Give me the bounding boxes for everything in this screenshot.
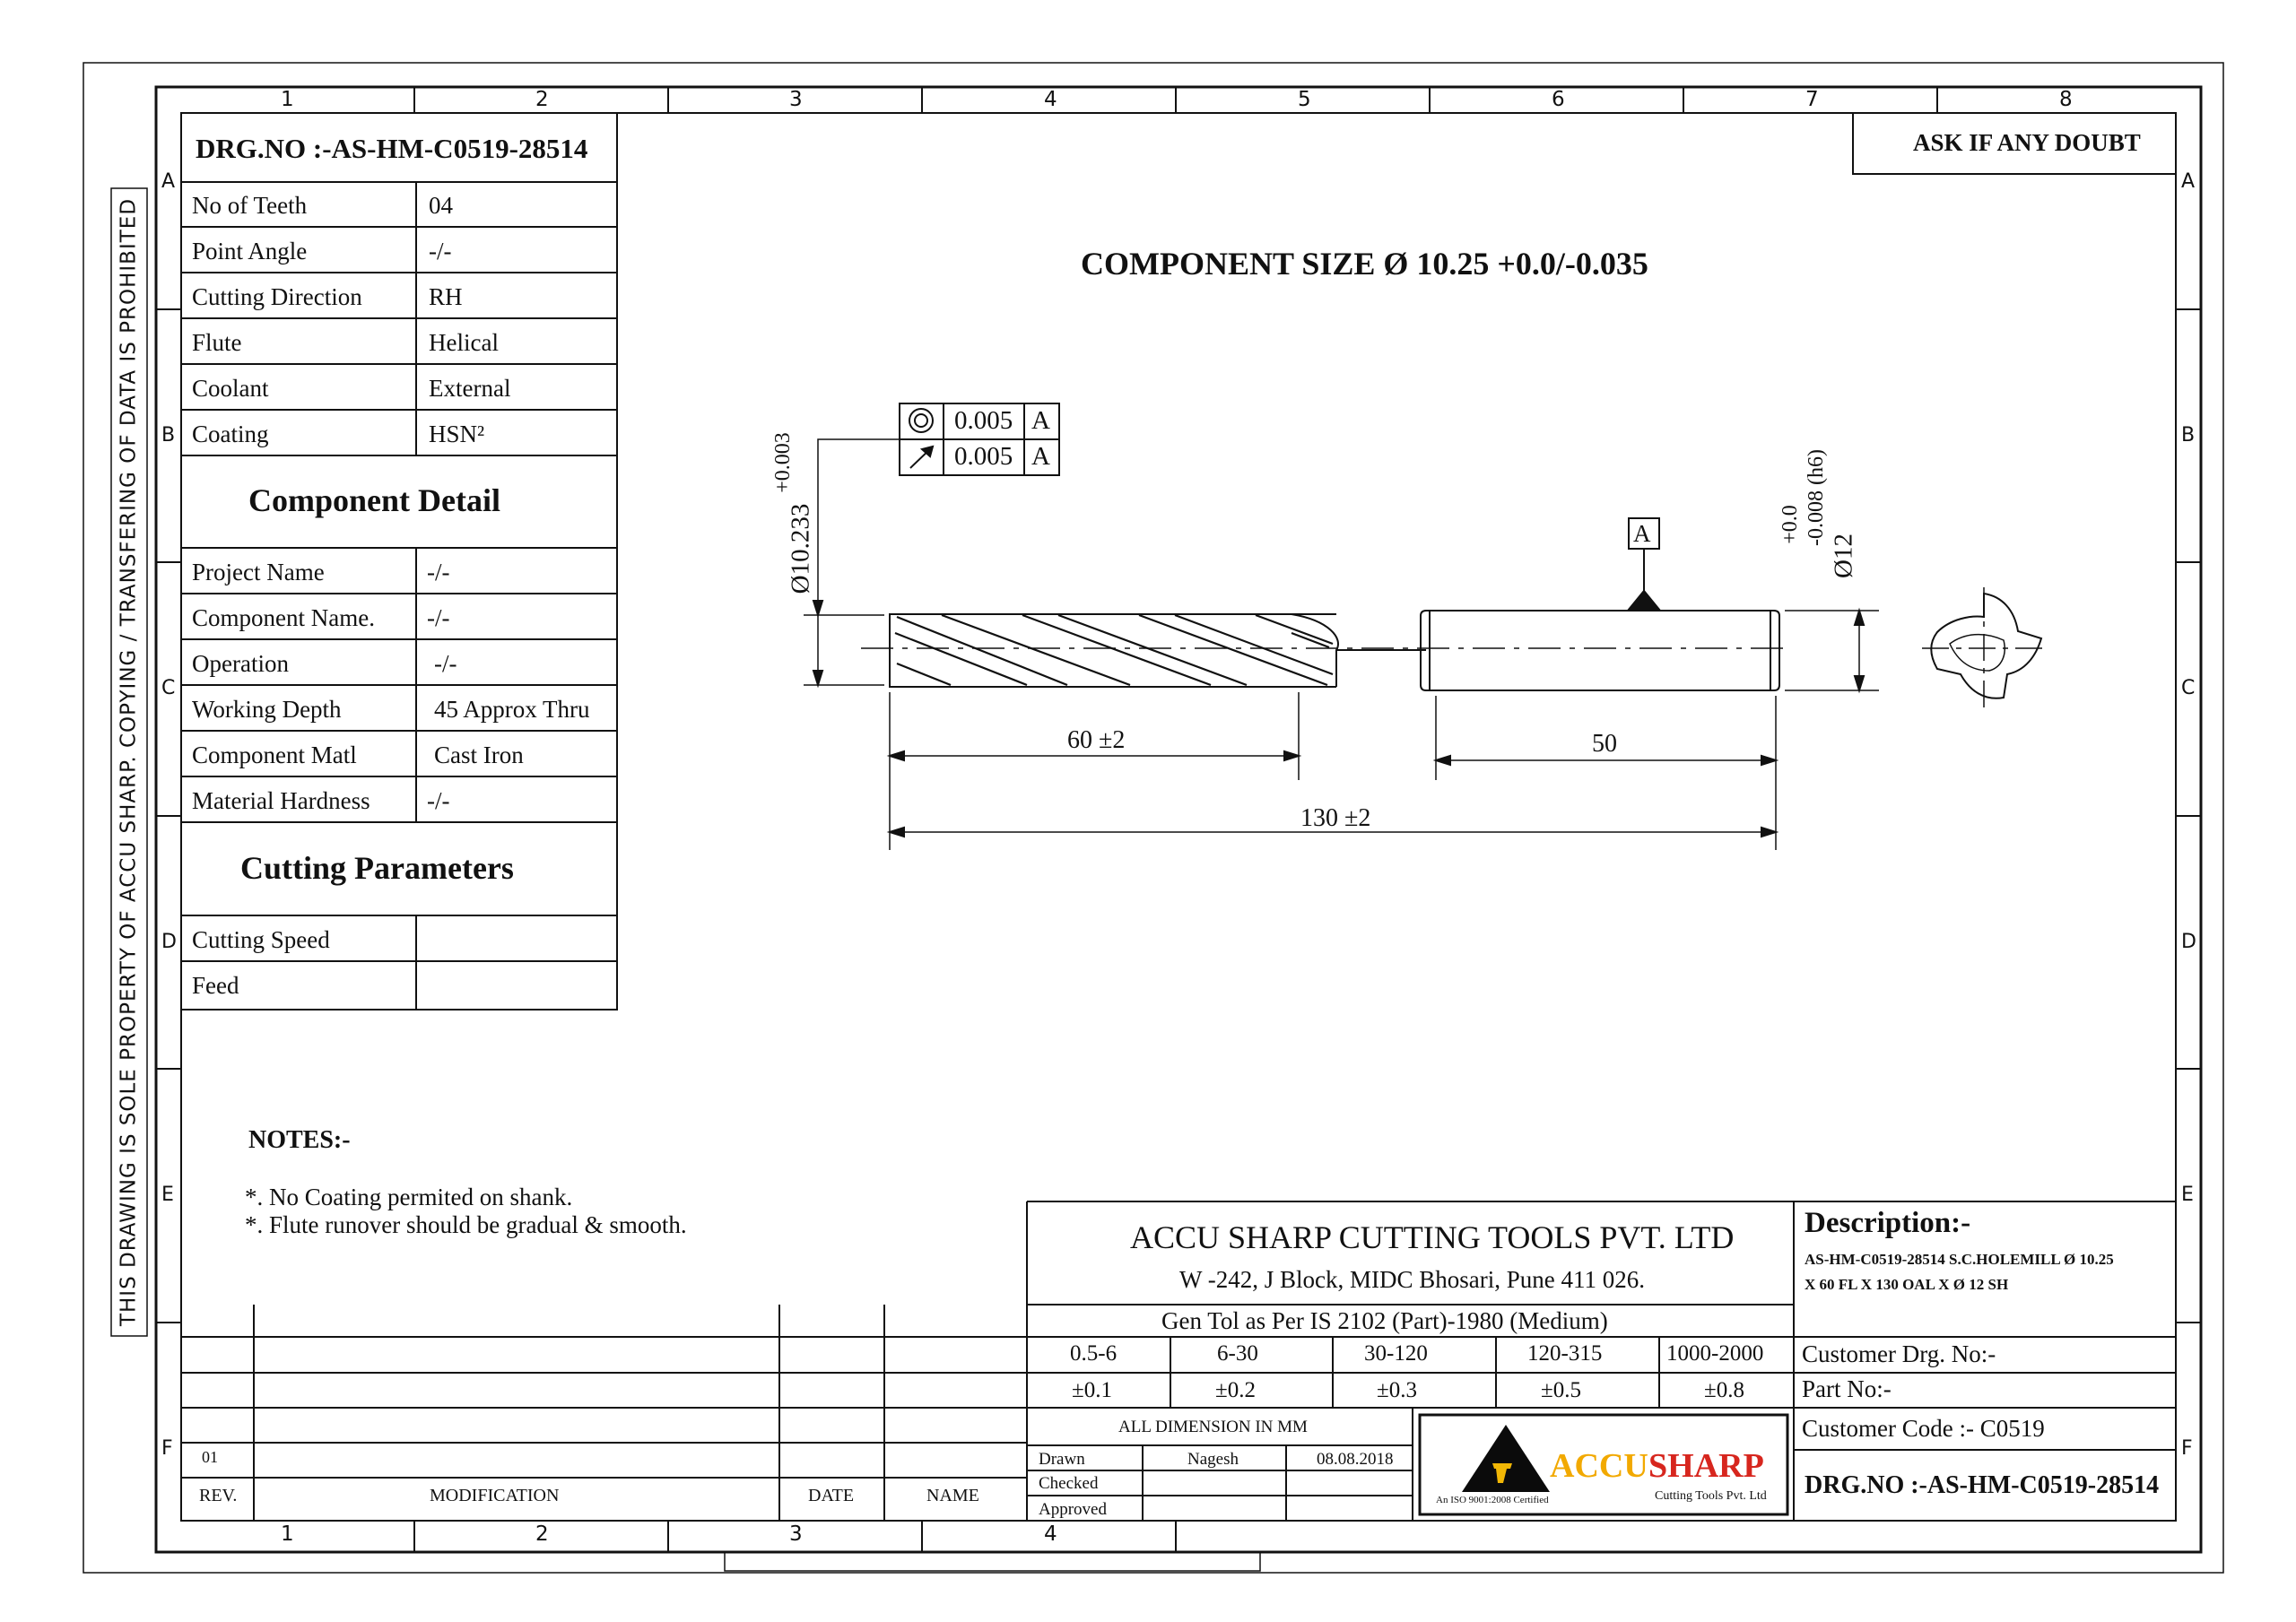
checked-label: Checked xyxy=(1039,1474,1099,1493)
row-letter-f-right: F xyxy=(2181,1437,2193,1460)
drawing-number-title: DRG.NO :-AS-HM-C0519-28514 xyxy=(196,133,588,164)
bottom-col-number-4: 4 xyxy=(1044,1522,1057,1546)
drawn-by: Nagesh xyxy=(1187,1450,1239,1469)
tol-value: ±0.3 xyxy=(1377,1378,1417,1402)
row-letter-d-right: D xyxy=(2181,931,2196,953)
tol-range: 0.5-6 xyxy=(1070,1341,1118,1366)
note-item: *. Flute runover should be gradual & smooth. xyxy=(245,1211,687,1238)
col-number-1: 1 xyxy=(281,88,294,111)
tol-range: 6-30 xyxy=(1217,1341,1258,1366)
tol-range: 120-315 xyxy=(1527,1341,1603,1366)
side-copyright-text: THIS DRAWING IS SOLE PROPERTY OF ACCU SHARP. COPYING / TRANSFERING OF DATA IS PROHIBITED xyxy=(117,197,141,1327)
general-tolerance: Gen Tol as Per IS 2102 (Part)-1980 (Medium) xyxy=(1161,1307,1608,1334)
row-letter-d-left: D xyxy=(161,931,177,953)
name-column-header: NAME xyxy=(926,1486,979,1505)
detail-label: Project Name xyxy=(192,559,325,585)
datum-ref-a-1: A xyxy=(1031,406,1050,435)
spec-value: RH xyxy=(429,283,463,310)
detail-value: -/- xyxy=(427,604,450,631)
shank-length-dim: 50 xyxy=(1592,730,1617,758)
detail-label: Component Name. xyxy=(192,604,375,631)
component-size-heading: COMPONENT SIZE Ø 10.25 +0.0/-0.035 xyxy=(1081,246,1648,282)
row-letter-b-left: B xyxy=(161,424,176,447)
row-letter-a-right: A xyxy=(2181,170,2196,193)
customer-drawing-no: Customer Drg. No:- xyxy=(1802,1340,1996,1367)
tol-value: ±0.8 xyxy=(1704,1378,1744,1402)
datum-ref-a-2: A xyxy=(1031,442,1050,471)
bottom-col-number-3: 3 xyxy=(789,1522,803,1546)
company-name: ACCU SHARP CUTTING TOOLS PVT. LTD xyxy=(1130,1219,1735,1255)
drawn-label: Drawn xyxy=(1039,1450,1085,1469)
tolerance-concentricity-value: 0.005 xyxy=(954,406,1013,435)
tol-range: 30-120 xyxy=(1364,1341,1428,1366)
detail-label: Component Matl xyxy=(192,742,357,768)
flute-length-dim: 60 ±2 xyxy=(1067,726,1126,754)
param-label: Cutting Speed xyxy=(192,926,330,953)
tolerance-runout-value: 0.005 xyxy=(954,442,1013,471)
description-line-2: X 60 FL X 130 OAL X Ø 12 SH xyxy=(1805,1276,2009,1293)
logo-sharp-text: SHARP xyxy=(1648,1447,1764,1485)
row-letter-c-right: C xyxy=(2181,677,2196,699)
detail-value: Cast Iron xyxy=(434,742,524,768)
detail-value: -/- xyxy=(427,787,450,814)
param-label: Feed xyxy=(192,972,239,999)
shank-diameter-tol-minus: -0.008 (h6) xyxy=(1805,449,1828,546)
bottom-col-number-2: 2 xyxy=(535,1522,549,1546)
spec-value: External xyxy=(429,375,511,402)
row-letter-e-left: E xyxy=(161,1184,174,1206)
body-diameter-dim: Ø10.233 xyxy=(786,503,815,594)
detail-label: Material Hardness xyxy=(192,787,370,814)
note-item: *. No Coating permited on shank. xyxy=(245,1184,573,1210)
col-number-7: 7 xyxy=(1805,88,1819,111)
body-diameter-tol: +0.003 xyxy=(771,432,795,493)
rev-column-header: REV. xyxy=(199,1486,238,1505)
logo-cert-text: An ISO 9001:2008 Certified xyxy=(1436,1495,1549,1505)
row-letter-c-left: C xyxy=(161,677,176,699)
logo-accu-text: ACCU xyxy=(1550,1447,1648,1485)
row-letter-a-left: A xyxy=(161,170,176,193)
company-logo-mark xyxy=(1462,1425,1550,1492)
detail-value: -/- xyxy=(427,559,450,585)
approved-label: Approved xyxy=(1039,1500,1107,1519)
drawing-number-footer: DRG.NO :-AS-HM-C0519-28514 xyxy=(1805,1471,2160,1499)
detail-label: Operation xyxy=(192,650,289,677)
bottom-col-number-1: 1 xyxy=(281,1522,294,1546)
component-detail-heading: Component Detail xyxy=(248,482,500,518)
description-heading: Description:- xyxy=(1805,1207,1971,1239)
revision-number: 01 xyxy=(202,1448,218,1466)
shank-diameter-dim: Ø12 xyxy=(1829,533,1858,578)
datum-a-label: A xyxy=(1633,520,1651,547)
tol-value: ±0.2 xyxy=(1215,1378,1256,1402)
company-address: W -242, J Block, MIDC Bhosari, Pune 411 026. xyxy=(1179,1266,1645,1293)
col-number-5: 5 xyxy=(1298,88,1311,111)
row-letter-b-right: B xyxy=(2181,424,2196,447)
detail-value: 45 Approx Thru xyxy=(434,696,590,723)
customer-code: Customer Code :- C0519 xyxy=(1802,1415,2045,1442)
tol-value: ±0.1 xyxy=(1072,1378,1112,1402)
col-number-6: 6 xyxy=(1552,88,1565,111)
spec-label: Cutting Direction xyxy=(192,283,362,310)
spec-value: Helical xyxy=(429,329,499,356)
date-column-header: DATE xyxy=(808,1486,855,1505)
drawn-date: 08.08.2018 xyxy=(1317,1450,1394,1469)
shank-diameter-tol-plus: +0.0 xyxy=(1779,505,1802,544)
end-view-cross-section xyxy=(1922,587,2047,713)
col-number-8: 8 xyxy=(2059,88,2073,111)
logo-sub-text: Cutting Tools Pvt. Ltd xyxy=(1655,1489,1767,1503)
part-no: Part No:- xyxy=(1802,1375,1892,1402)
col-number-2: 2 xyxy=(535,88,549,111)
detail-value: -/- xyxy=(434,650,457,677)
description-line-1: AS-HM-C0519-28514 S.C.HOLEMILL Ø 10.25 xyxy=(1805,1251,2114,1268)
spec-value: -/- xyxy=(429,238,452,265)
spec-value: 04 xyxy=(429,192,453,219)
spec-label: Coolant xyxy=(192,375,269,402)
ask-if-any-doubt: ASK IF ANY DOUBT xyxy=(1913,129,2141,156)
spec-label: Point Angle xyxy=(192,238,308,265)
spec-label: No of Teeth xyxy=(192,192,308,219)
col-number-3: 3 xyxy=(789,88,803,111)
row-letter-e-right: E xyxy=(2181,1184,2194,1206)
spec-label: Flute xyxy=(192,329,242,356)
spec-label: Coating xyxy=(192,421,269,447)
notes-heading: NOTES:- xyxy=(248,1126,351,1154)
tol-range: 1000-2000 xyxy=(1666,1341,1764,1366)
detail-label: Working Depth xyxy=(192,696,342,723)
overall-length-dim: 130 ±2 xyxy=(1300,804,1371,832)
spec-value: HSN² xyxy=(429,421,485,447)
col-number-4: 4 xyxy=(1044,88,1057,111)
row-letter-f-left: F xyxy=(161,1437,173,1460)
all-dimension-note: ALL DIMENSION IN MM xyxy=(1118,1418,1308,1436)
tol-value: ±0.5 xyxy=(1541,1378,1581,1402)
modification-column-header: MODIFICATION xyxy=(430,1486,560,1505)
cutting-parameters-heading: Cutting Parameters xyxy=(240,850,514,886)
